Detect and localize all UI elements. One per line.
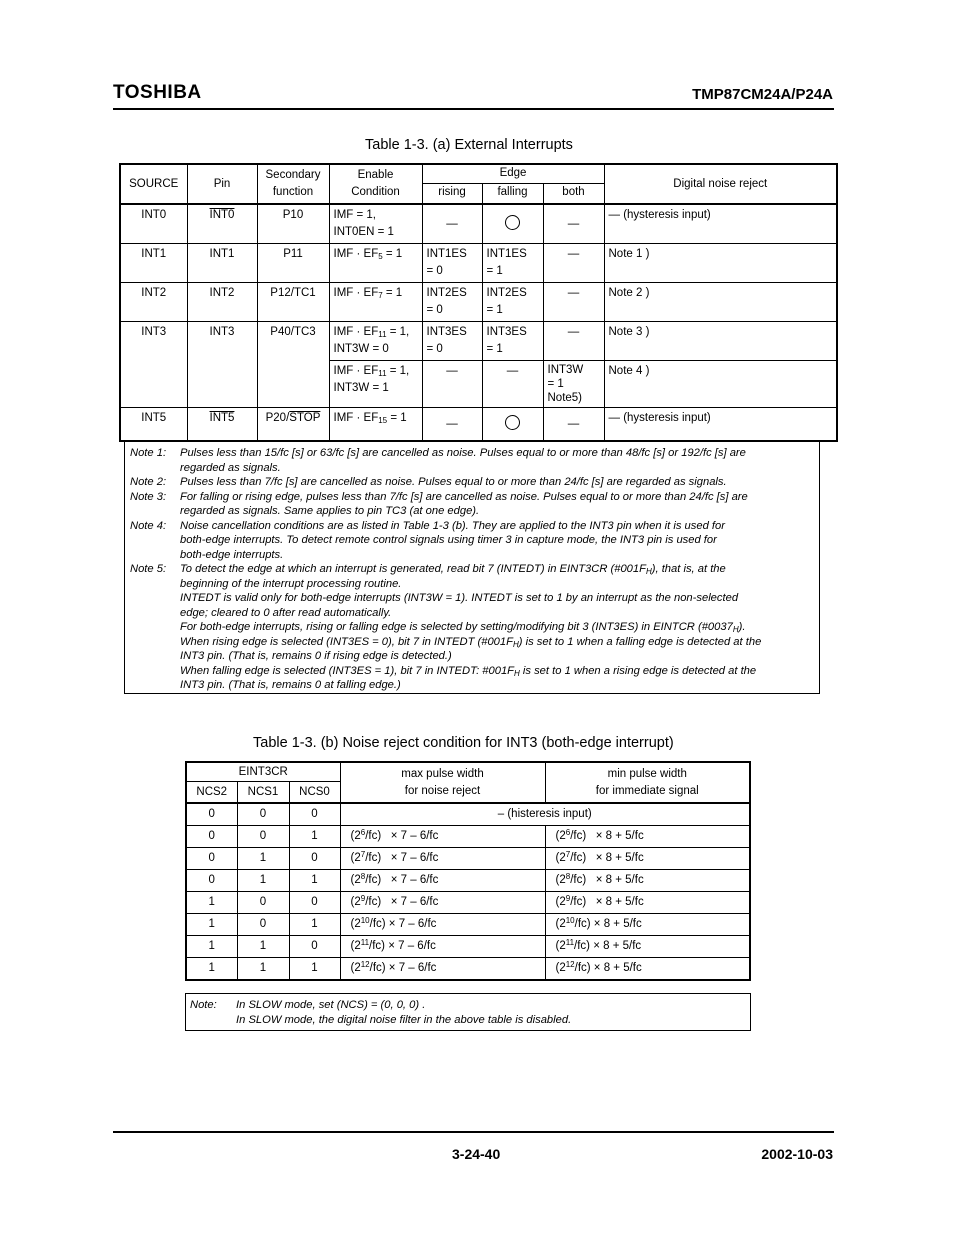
header-eint3cr: EINT3CR — [186, 762, 340, 782]
header-rule — [113, 108, 834, 110]
header-source: SOURCE — [120, 164, 187, 204]
circle-icon — [505, 215, 520, 230]
header-rising: rising — [422, 183, 482, 204]
cell-falling: INT2ES = 1 — [482, 283, 543, 322]
note-2: Note 2: Pulses less than 7/fc [s] are cancelled as noise. Pulses equal to or more than 24/fc [s] are regarded as signals. — [130, 476, 727, 488]
cell-min-pulse: $(2^6/fc) \times 8 + 5/fc$ — [545, 826, 750, 848]
cell-ncs0: 1 — [289, 914, 340, 936]
header-both: both — [543, 183, 604, 204]
cell-noise: Note 3 ) — [604, 322, 837, 361]
cell-ncs2: 1 — [186, 958, 237, 981]
header-pin: Pin — [187, 164, 257, 204]
note-slow-mode: Note: In SLOW mode, set (NCS) = (0, 0, 0) . In SLOW mode, the digital noise filter in the above table is disabled. — [190, 999, 572, 1026]
table-row — [186, 936, 750, 958]
header-ncs0: NCS0 — [289, 782, 340, 804]
table-a-caption: Table 1-3. (a) External Interrupts — [365, 137, 573, 153]
cell-both-dash: — — [543, 283, 604, 322]
cell-min-pulse: $(2^8/fc) \times 8 + 5/fc$ — [545, 870, 750, 892]
header-min-pulse: min pulse width for immediate signal — [545, 762, 750, 803]
cell-both-dash: — — [543, 408, 604, 442]
cell-pin: INT5 — [187, 408, 257, 442]
cell-ncs2: 0 — [186, 803, 237, 826]
cell-condition: IMF · $EF_{15} = 1$ — [329, 408, 422, 442]
cell-max-pulse: $(2^8/fc) \times 7 - 6/fc$ — [340, 870, 545, 892]
table-row — [186, 848, 750, 870]
cell-ncs2: 0 — [186, 870, 237, 892]
cell-min-pulse: $(2^7/fc) \times 8 + 5/fc$ — [545, 848, 750, 870]
cell-both: INT3W = 1 Note5) — [543, 361, 604, 408]
cell-ncs0: 1 — [289, 958, 340, 981]
document-date: 2002-10-03 — [761, 1146, 833, 1162]
note-5: Note 5: To detect the edge at which an interrupt is generated, read bit 7 (INTEDT) in EINT3CR $(\#001F_H)$, that is, at the beginning of the interrupt processing routine. INTEDT is valid only for both-edge interrupts (INT3W = 1). INTEDT is set to 1 by an interrupt as the non-selected edge; cleared to 0 after read automatically. For both-edge interrupts, rising or falling edge is selected by setting/modifying bit 3 (INT3ES) in EINTCR $(\#0037_H)$. When rising edge is selected (INT3ES = 0), bit 7 in INTEDT $(\#001F_H)$ is set to 1 when a falling edge is detected at the INT3 pin. (That is, remains 0 if rising edge is detected.) When falling edge is selected (INT3ES = 1), bit 7 in INTEDT: $\#001F_H$ is set to 1 when a rising edge is detected at the INT3 pin. (That is, remains 0 at falling edge.) — [130, 563, 762, 691]
header-noise: Digital noise reject — [604, 164, 837, 204]
cell-pin: INT0 — [187, 204, 257, 244]
notes-box-b — [185, 993, 751, 1031]
cell-max-pulse: $(2^9/fc) \times 7 - 6/fc$ — [340, 892, 545, 914]
cell-source: INT5 — [120, 408, 187, 442]
cell-rising-dash: — — [422, 204, 482, 244]
header-ncs2: NCS2 — [186, 782, 237, 804]
cell-ncs1: 0 — [237, 914, 289, 936]
table-row — [186, 958, 750, 981]
cell-condition: IMF · $EF_5 = 1$ — [329, 244, 422, 283]
table-row — [186, 826, 750, 848]
table-row — [186, 914, 750, 936]
table-header-row — [120, 164, 837, 183]
table-b-body — [186, 826, 750, 981]
cell-falling-dash: — — [482, 361, 543, 408]
footer-rule — [113, 1131, 834, 1133]
cell-ncs2: 1 — [186, 892, 237, 914]
cell-both-dash: — — [543, 322, 604, 361]
row-int3-a — [120, 322, 837, 361]
cell-noise: Note 2 ) — [604, 283, 837, 322]
cell-min-pulse: $(2^{11}/fc) \times 8 + 5/fc$ — [545, 936, 750, 958]
cell-rising: INT3ES = 0 — [422, 322, 482, 361]
cell-source: INT3 — [120, 322, 187, 408]
cell-max-pulse: $(2^6/fc) \times 7 - 6/fc$ — [340, 826, 545, 848]
cell-ncs0: 0 — [289, 892, 340, 914]
cell-noise: — (hysteresis input) — [604, 408, 837, 442]
header-edge: Edge — [422, 164, 604, 183]
cell-min-pulse: $(2^{10}/fc) \times 8 + 5/fc$ — [545, 914, 750, 936]
note-3: Note 3: For falling or rising edge, pulses less than 7/fc [s] are cancelled as noise. Pulses equal to or more than 24/fc [s] are regarded as signals. Same applies to pin TC3 (at one edge). — [130, 490, 748, 517]
table-row — [186, 803, 750, 826]
cell-max-pulse: $(2^7/fc) \times 7 - 6/fc$ — [340, 848, 545, 870]
cell-rising: INT1ES = 0 — [422, 244, 482, 283]
cell-ncs0: 1 — [289, 826, 340, 848]
cell-falling: INT1ES = 1 — [482, 244, 543, 283]
page-number: 3-24-40 — [452, 1146, 501, 1162]
cell-condition: IMF · $EF_{11} = 1$, INT3W = 1 — [329, 361, 422, 408]
cell-source: INT1 — [120, 244, 187, 283]
table-b-header-row — [186, 762, 750, 782]
cell-secondary: P10 — [257, 204, 329, 244]
cell-falling-circle — [482, 408, 543, 442]
noise-reject-table — [185, 761, 751, 981]
notes-box-a — [124, 440, 820, 694]
cell-ncs2: 0 — [186, 826, 237, 848]
cell-both-dash: — — [543, 204, 604, 244]
cell-pin: INT2 — [187, 283, 257, 322]
table-b-caption: Table 1-3. (b) Noise reject condition for INT3 (both-edge interrupt) — [253, 735, 674, 751]
external-interrupts-table — [119, 163, 838, 442]
cell-secondary: P12/TC1 — [257, 283, 329, 322]
header-max-pulse: max pulse width for noise reject — [340, 762, 545, 803]
cell-ncs2: 1 — [186, 936, 237, 958]
cell-rising-dash: — — [422, 361, 482, 408]
cell-secondary: P11 — [257, 244, 329, 283]
circle-icon — [505, 415, 520, 430]
cell-ncs0: 0 — [289, 803, 340, 826]
cell-ncs1: 0 — [237, 803, 289, 826]
cell-secondary: P20/STOP — [257, 408, 329, 442]
cell-ncs0: 1 — [289, 870, 340, 892]
cell-ncs1: 1 — [237, 870, 289, 892]
cell-min-pulse: $(2^{12}/fc) \times 8 + 5/fc$ — [545, 958, 750, 981]
cell-source: INT2 — [120, 283, 187, 322]
cell-ncs1: 1 — [237, 936, 289, 958]
header-falling: falling — [482, 183, 543, 204]
brand-logo: TOSHIBA — [113, 82, 202, 103]
header-secondary: Secondary function — [257, 164, 329, 204]
cell-condition: IMF · $EF_7 = 1$ — [329, 283, 422, 322]
cell-ncs1: 1 — [237, 958, 289, 981]
row-int2 — [120, 283, 837, 322]
cell-rising: INT2ES = 0 — [422, 283, 482, 322]
cell-ncs1: 0 — [237, 892, 289, 914]
note-4: Note 4: Noise cancellation conditions are as listed in Table 1-3 (b). They are applied to the INT3 pin when it is used for both-edge interrupts. To detect remote control signals using timer 3 in capture mode, the INT3 pin is used for both-edge interrupts. — [130, 519, 725, 561]
cell-rising-dash: — — [422, 408, 482, 442]
table-row — [186, 892, 750, 914]
cell-ncs1: 0 — [237, 826, 289, 848]
cell-ncs2: 0 — [186, 848, 237, 870]
cell-secondary: P40/TC3 — [257, 322, 329, 408]
cell-min-pulse: $(2^9/fc) \times 8 + 5/fc$ — [545, 892, 750, 914]
row-int5 — [120, 408, 837, 442]
cell-condition: IMF = 1, INT0EN = 1 — [329, 204, 422, 244]
cell-both-dash: — — [543, 244, 604, 283]
cell-ncs0: 0 — [289, 936, 340, 958]
cell-noise: Note 4 ) — [604, 361, 837, 408]
cell-max-pulse: $(2^{12}/fc) \times 7 - 6/fc$ — [340, 958, 545, 981]
model-number: TMP87CM24A/P24A — [692, 86, 833, 103]
cell-ncs1: 1 — [237, 848, 289, 870]
header-enable: Enable Condition — [329, 164, 422, 204]
table-row — [186, 870, 750, 892]
cell-ncs2: 1 — [186, 914, 237, 936]
header-ncs1: NCS1 — [237, 782, 289, 804]
cell-noise: Note 1 ) — [604, 244, 837, 283]
cell-condition: IMF · $EF_{11} = 1$, INT3W = 0 — [329, 322, 422, 361]
row-int1 — [120, 244, 837, 283]
row-int0 — [120, 204, 837, 244]
cell-noise: — (hysteresis input) — [604, 204, 837, 244]
note-1: Note 1: Pulses less than 15/fc [s] or 63/fc [s] are cancelled as noise. Pulses equal to or more than 48/fc [s] or 192/fc [s] are regarded as signals. — [130, 447, 746, 474]
cell-source: INT0 — [120, 204, 187, 244]
cell-hysteresis: – (histeresis input) — [340, 803, 750, 826]
cell-falling: INT3ES = 1 — [482, 322, 543, 361]
cell-max-pulse: $(2^{10}/fc) \times 7 - 6/fc$ — [340, 914, 545, 936]
cell-pin: INT3 — [187, 322, 257, 408]
cell-pin: INT1 — [187, 244, 257, 283]
cell-falling-circle — [482, 204, 543, 244]
cell-ncs0: 0 — [289, 848, 340, 870]
cell-max-pulse: $(2^{11}/fc) \times 7 - 6/fc$ — [340, 936, 545, 958]
